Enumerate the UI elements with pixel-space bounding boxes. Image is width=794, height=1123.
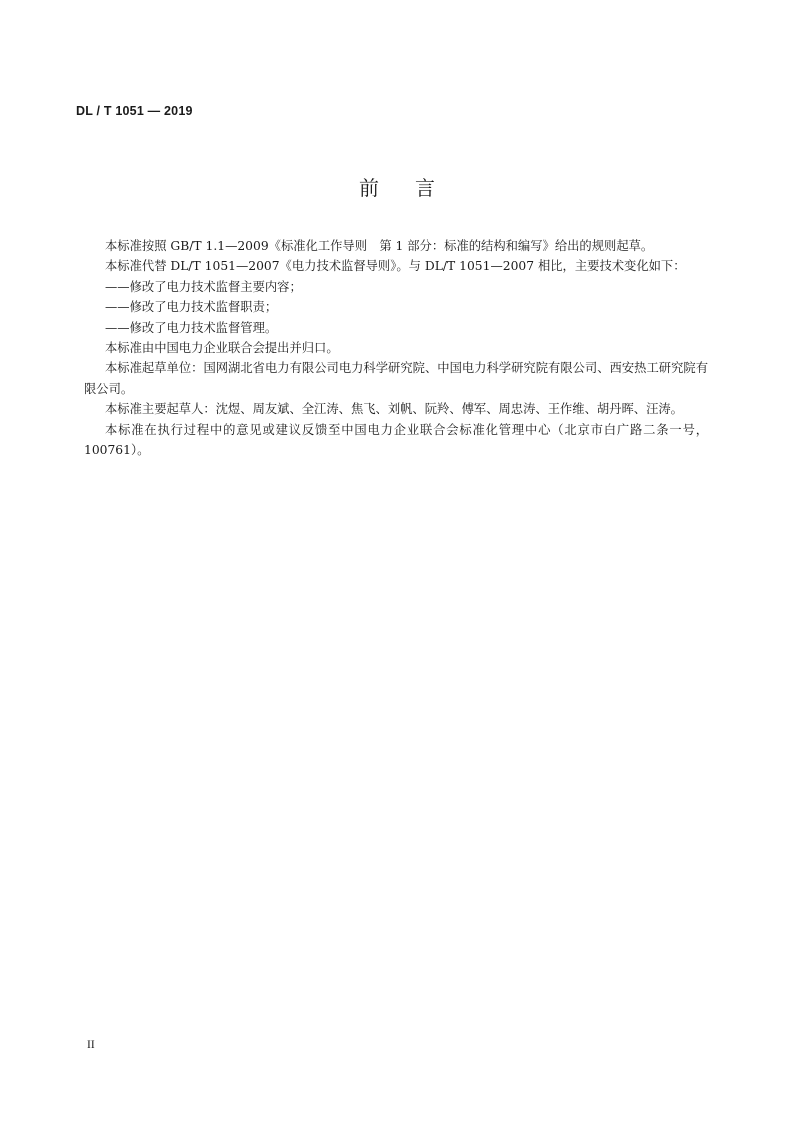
page-title: 前言	[359, 176, 471, 200]
paragraph-replacement: 本标准代替 DL/T 1051—2007《电力技术监督导则》。与 DL/T 1051—2007 相比，主要技术变化如下：	[105, 259, 686, 274]
paragraph-proposer: 本标准由中国电力企业联合会提出并归口。	[105, 341, 339, 356]
change-item: ——修改了电力技术监督管理。	[105, 320, 278, 335]
paragraph-drafting-units: 本标准起草单位：国网湖北省电力有限公司电力科学研究院、中国电力科学研究院有限公司、西安热工研究院有限公司。	[84, 361, 708, 396]
paragraph-drafters: 本标准主要起草人：沈煜、周友斌、全江涛、焦飞、刘帆、阮羚、傅军、周忠涛、王作维、胡丹晖、汪涛。	[105, 402, 683, 417]
page-number: II	[87, 1039, 95, 1051]
foreword-body	[84, 236, 708, 460]
change-item: ——修改了电力技术监督主要内容；	[105, 279, 302, 294]
document-code: DL / T 1051 — 2019	[76, 104, 193, 118]
change-item: ——修改了电力技术监督职责；	[105, 300, 278, 315]
paragraph-feedback: 本标准在执行过程中的意见或建议反馈至中国电力企业联合会标准化管理中心（北京市白广路二条一号，100761）。	[84, 422, 708, 458]
paragraph-drafting-rules: 本标准按照 GB/T 1.1—2009《标准化工作导则 第 1 部分：标准的结构和编写》给出的规则起草。	[105, 239, 654, 253]
